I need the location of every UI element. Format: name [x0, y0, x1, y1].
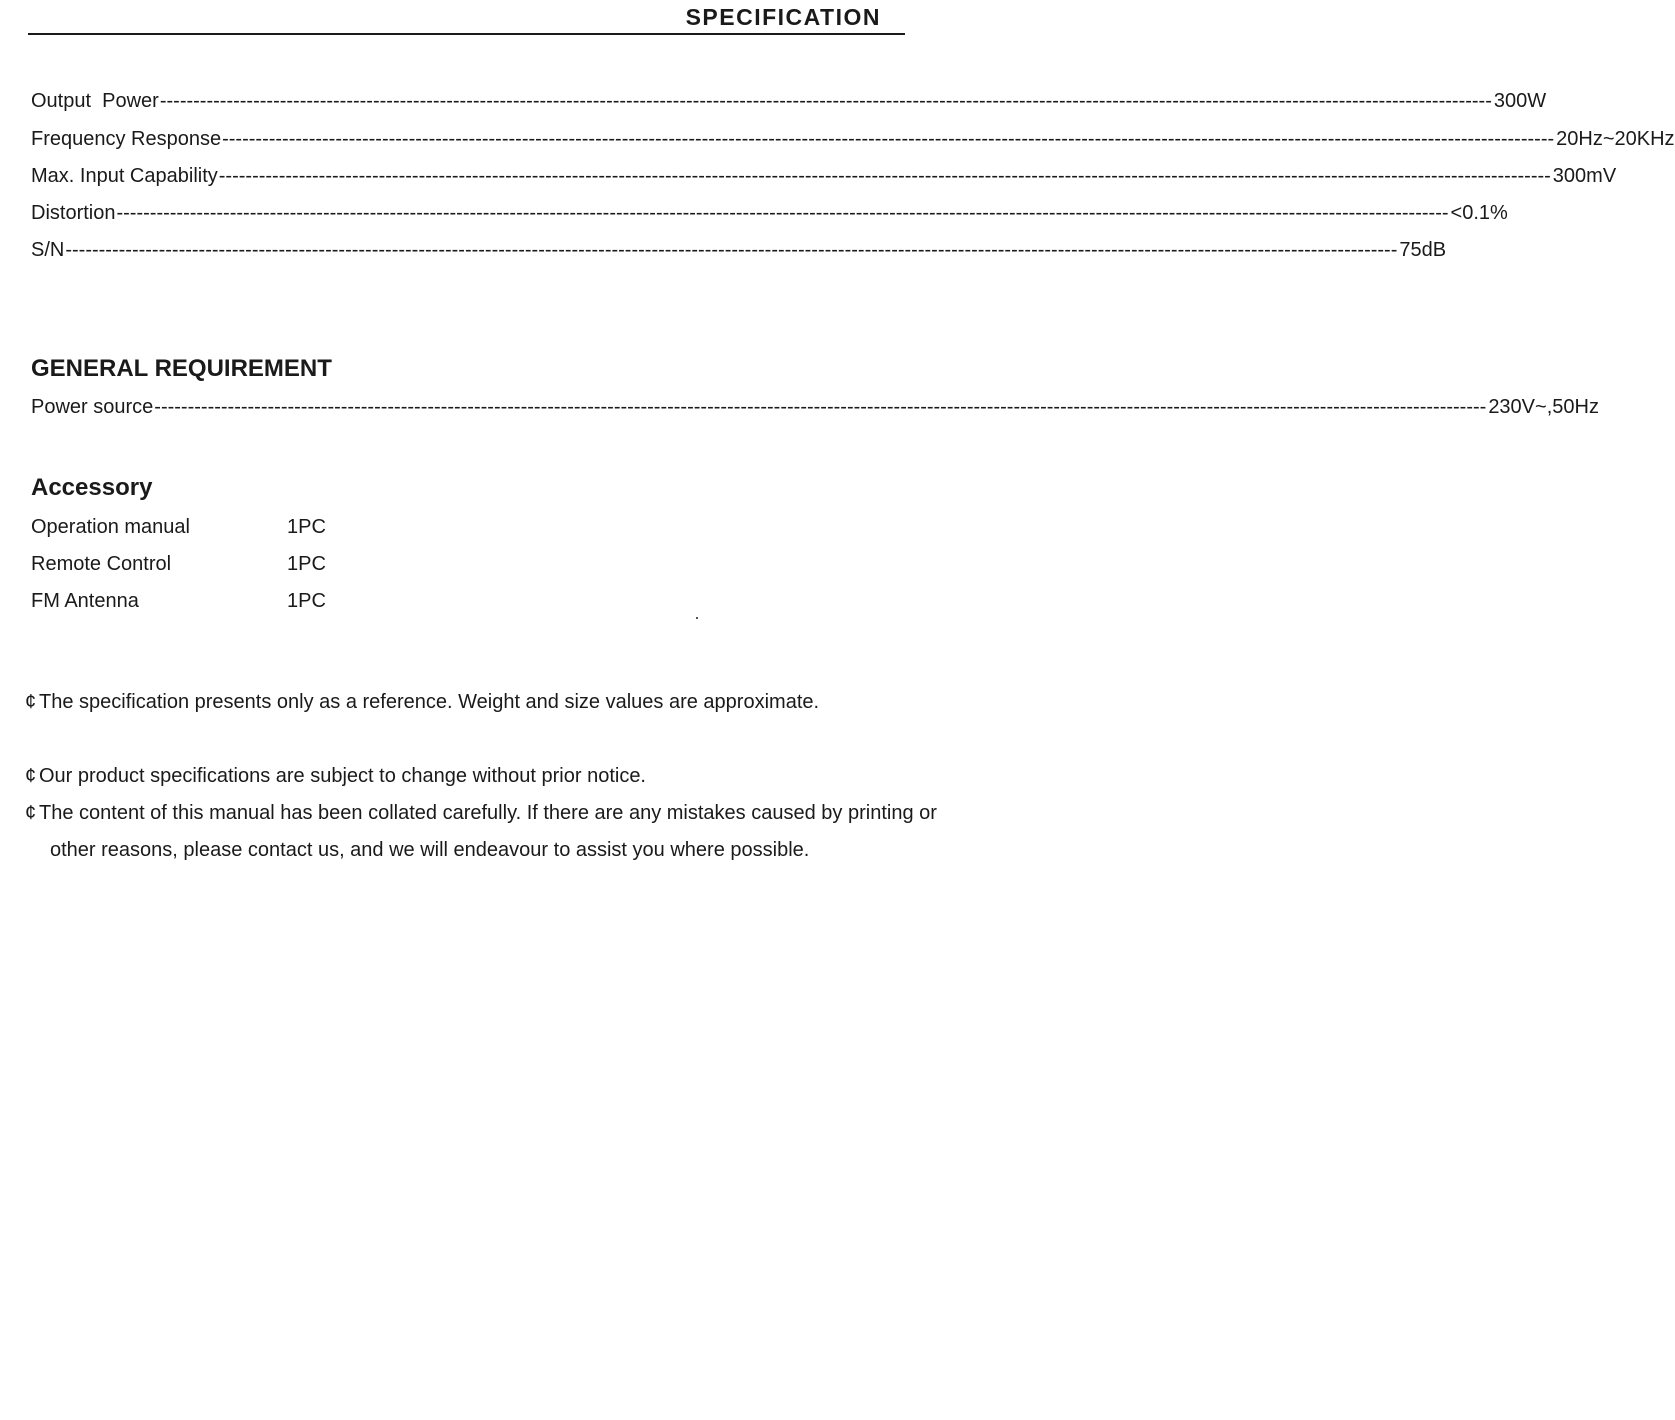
accessory-item: [31, 516, 326, 542]
spec-label: Frequency Response: [31, 128, 222, 150]
spec-row-frequency-response: [31, 128, 1675, 154]
accessory-name: Operation manual: [31, 516, 190, 538]
note-text: The specification presents only as a reference. Weight and size values are approximate.: [39, 691, 820, 713]
spec-value: 230V~,50Hz: [1488, 396, 1599, 418]
accessory-qty: 1PC: [287, 516, 326, 538]
spec-row-distortion: [31, 202, 1508, 228]
spec-label: Output Power: [31, 90, 159, 112]
spec-value: 20Hz~20KHz: [1556, 128, 1675, 150]
note-text: The content of this manual has been collated carefully. If there are any mistakes caused by printing or other reasons, please contact us, and we will endeavour to assist you where possible.: [39, 802, 937, 861]
spec-value: 75dB: [1399, 239, 1447, 261]
spec-value: 300mV: [1552, 165, 1617, 187]
note-change: [25, 758, 940, 795]
spec-label: Power source: [31, 396, 154, 418]
spec-label: S/N: [31, 239, 65, 261]
page-title: SPECIFICATION: [685, 4, 881, 30]
accessory-qty: 1PC: [287, 590, 326, 612]
spec-value: <0.1%: [1450, 202, 1508, 224]
dot-leader: --------------------------------------------------------------------------------------------------------------------------------------------------------------------------------------------------------: [222, 128, 1555, 150]
note-bullet: ¢: [25, 765, 37, 787]
note-collated: [25, 795, 940, 869]
dot-leader: --------------------------------------------------------------------------------------------------------------------------------------------------------------------------------------------------------: [65, 239, 1398, 261]
page-header: [28, 0, 905, 35]
spec-value: 300W: [1493, 90, 1547, 112]
spec-label: Distortion: [31, 202, 116, 224]
dot-leader: --------------------------------------------------------------------------------------------------------------------------------------------------------------------------------------------------------: [159, 90, 1492, 112]
dot-leader: --------------------------------------------------------------------------------------------------------------------------------------------------------------------------------------------------------: [116, 202, 1449, 224]
note-bullet: ¢: [25, 691, 37, 713]
dot-leader: --------------------------------------------------------------------------------------------------------------------------------------------------------------------------------------------------------: [218, 165, 1551, 187]
dot-leader: --------------------------------------------------------------------------------------------------------------------------------------------------------------------------------------------------------: [154, 396, 1487, 418]
stray-dot: [696, 617, 698, 619]
accessory-name: Remote Control: [31, 553, 172, 575]
note-text: Our product specifications are subject to change without prior notice.: [39, 765, 646, 787]
accessory-item: [31, 553, 326, 579]
spec-row-sn: [31, 239, 1447, 265]
spec-row-power-source: [31, 396, 1599, 422]
accessory-item: [31, 590, 326, 616]
spec-row-output-power: [31, 90, 1547, 116]
spec-row-max-input: [31, 165, 1617, 191]
general-requirement-heading: GENERAL REQUIREMENT: [31, 355, 332, 382]
note-bullet: ¢: [25, 802, 37, 824]
accessory-heading: Accessory: [31, 474, 153, 501]
note-reference: [25, 684, 940, 721]
accessory-name: FM Antenna: [31, 590, 139, 612]
spec-label: Max. Input Capability: [31, 165, 218, 187]
accessory-qty: 1PC: [287, 553, 326, 575]
